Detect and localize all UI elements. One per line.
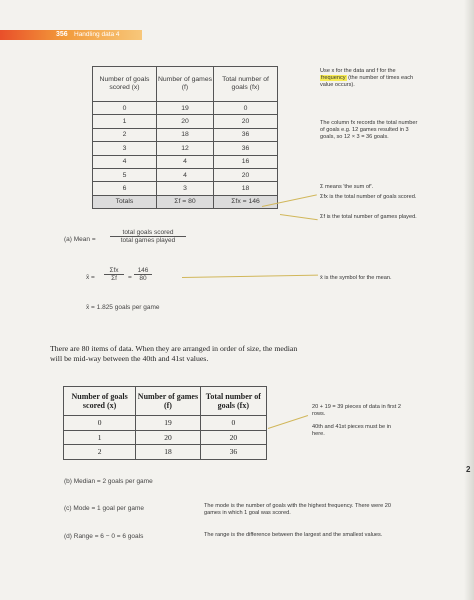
note-frequency-text: Use x for the data and f for — [320, 68, 387, 74]
table-row — [93, 142, 278, 155]
table-row — [93, 168, 278, 181]
note-column-fx: The column fx records the total number of goals e.g. 12 games resulted in 3 goals, so 12 × 3 = 36 goals. — [320, 120, 418, 141]
note-frequency — [320, 68, 420, 90]
table-cell: 1 — [64, 430, 136, 445]
header-total-goals: Total number of goals (fx) — [200, 387, 266, 416]
median-table — [63, 386, 267, 460]
table-cell: 20 — [156, 115, 213, 128]
totals-label: Totals — [93, 195, 157, 208]
sigma-fx-numerator: Σfx — [109, 267, 119, 274]
note-sigma-f: Σf is the total number of games played. — [320, 214, 417, 220]
table-cell: 36 — [214, 128, 278, 141]
note-sigma-fx: Σfx is the total number of goals scored. — [320, 194, 417, 200]
table-row — [93, 115, 278, 128]
mean-numerator: total goals scored — [122, 229, 174, 236]
table-cell: 20 — [214, 168, 278, 181]
header-games: Number of games (f) — [156, 67, 213, 102]
table-cell: 36 — [200, 445, 266, 460]
value-146: 146 — [137, 267, 149, 274]
mean-result: x̄ = 1.825 goals per game — [86, 304, 160, 311]
mean-denominator: total games played — [110, 236, 186, 244]
table-cell: 4 — [93, 155, 157, 168]
table-cell: 20 — [200, 430, 266, 445]
sigma-f-denominator: Σf — [104, 274, 124, 282]
header-goals-scored: Number of goals scored (x) — [93, 67, 157, 102]
total-games-cell: Σf = 80 — [156, 195, 213, 208]
table-header-row — [64, 387, 267, 416]
mode-answer: (c) Mode = 1 goal per game — [64, 505, 145, 512]
table-row — [64, 445, 267, 460]
total-goals-cell: Σfx = 146 — [214, 195, 278, 208]
table-cell: 2 — [64, 445, 136, 460]
table-row — [64, 430, 267, 445]
note-xbar-symbol: x̄ is the symbol for the mean. — [320, 275, 392, 281]
table-header-row — [93, 67, 278, 102]
frequency-highlight: frequency — [321, 75, 346, 82]
table-cell: 19 — [156, 102, 213, 115]
note-sigma-meaning: Σ means 'the sum of'. — [320, 184, 374, 190]
table-cell: 3 — [156, 182, 213, 195]
page-number: 356 — [56, 31, 68, 38]
header-total-goals: Total number of goals (fx) — [214, 67, 278, 102]
table-cell: 0 — [214, 102, 278, 115]
section-title: Handling data 4 — [74, 31, 120, 38]
table-row — [93, 102, 278, 115]
table-cell: 16 — [214, 155, 278, 168]
mean-fraction — [110, 229, 186, 244]
table-cell: 20 — [214, 115, 278, 128]
table-row — [93, 182, 278, 195]
header-games: Number of games (f) — [136, 387, 200, 416]
table-cell: 0 — [93, 102, 157, 115]
facing-page-number: 2 — [466, 465, 471, 474]
table-cell: 4 — [156, 155, 213, 168]
sigma-fraction — [104, 267, 124, 282]
header-goals-scored: Number of goals scored (x) — [64, 387, 136, 416]
median-explanation: There are 80 items of data. When they are arranged in order of size, the median will be mid-way between the 40th and 41st values. — [50, 344, 298, 364]
note-40th-41st: 40th and 41st pieces must be in here. — [312, 424, 391, 438]
table-cell: 6 — [93, 182, 157, 195]
table-cell: 3 — [93, 142, 157, 155]
table-cell: 18 — [136, 445, 200, 460]
header-bar — [0, 30, 142, 40]
table-cell: 2 — [93, 128, 157, 141]
table-cell: 5 — [93, 168, 157, 181]
table-cell: 36 — [214, 142, 278, 155]
value-80: 80 — [134, 274, 152, 282]
table-cell: 0 — [200, 416, 266, 431]
table-cell: 20 — [136, 430, 200, 445]
table-cell: 19 — [136, 416, 200, 431]
page-edge-shadow — [464, 0, 474, 600]
totals-row — [93, 195, 278, 208]
frequency-table — [92, 66, 278, 209]
table-cell: 12 — [156, 142, 213, 155]
xbar-equals: x̄ = — [86, 274, 95, 281]
equals-sign: = — [128, 274, 132, 281]
note-range-explanation: The range is the difference between the largest and the smallest values. — [204, 532, 383, 538]
table-row — [64, 416, 267, 431]
table-cell: 0 — [64, 416, 136, 431]
note-mode-explanation: The mode is the number of goals with the highest frequency. There were 20 games in which 1 goal was scored. — [204, 503, 391, 517]
note-frequency-the: the — [387, 68, 396, 74]
table-cell: 1 — [93, 115, 157, 128]
median-answer: (b) Median = 2 goals per game — [64, 478, 153, 485]
range-answer: (d) Range = 6 − 0 = 6 goals — [64, 533, 144, 540]
note-pieces-of-data: 20 + 19 = 39 pieces of data in first 2 rows. — [312, 404, 401, 418]
mean-label: (a) Mean = — [64, 236, 96, 243]
table-cell: 18 — [214, 182, 278, 195]
table-cell: 4 — [156, 168, 213, 181]
table-row — [93, 128, 278, 141]
value-fraction — [134, 267, 152, 282]
table-cell: 18 — [156, 128, 213, 141]
table-row — [93, 155, 278, 168]
note-frequency-rest: (the number of times each value occurs). — [320, 75, 414, 89]
